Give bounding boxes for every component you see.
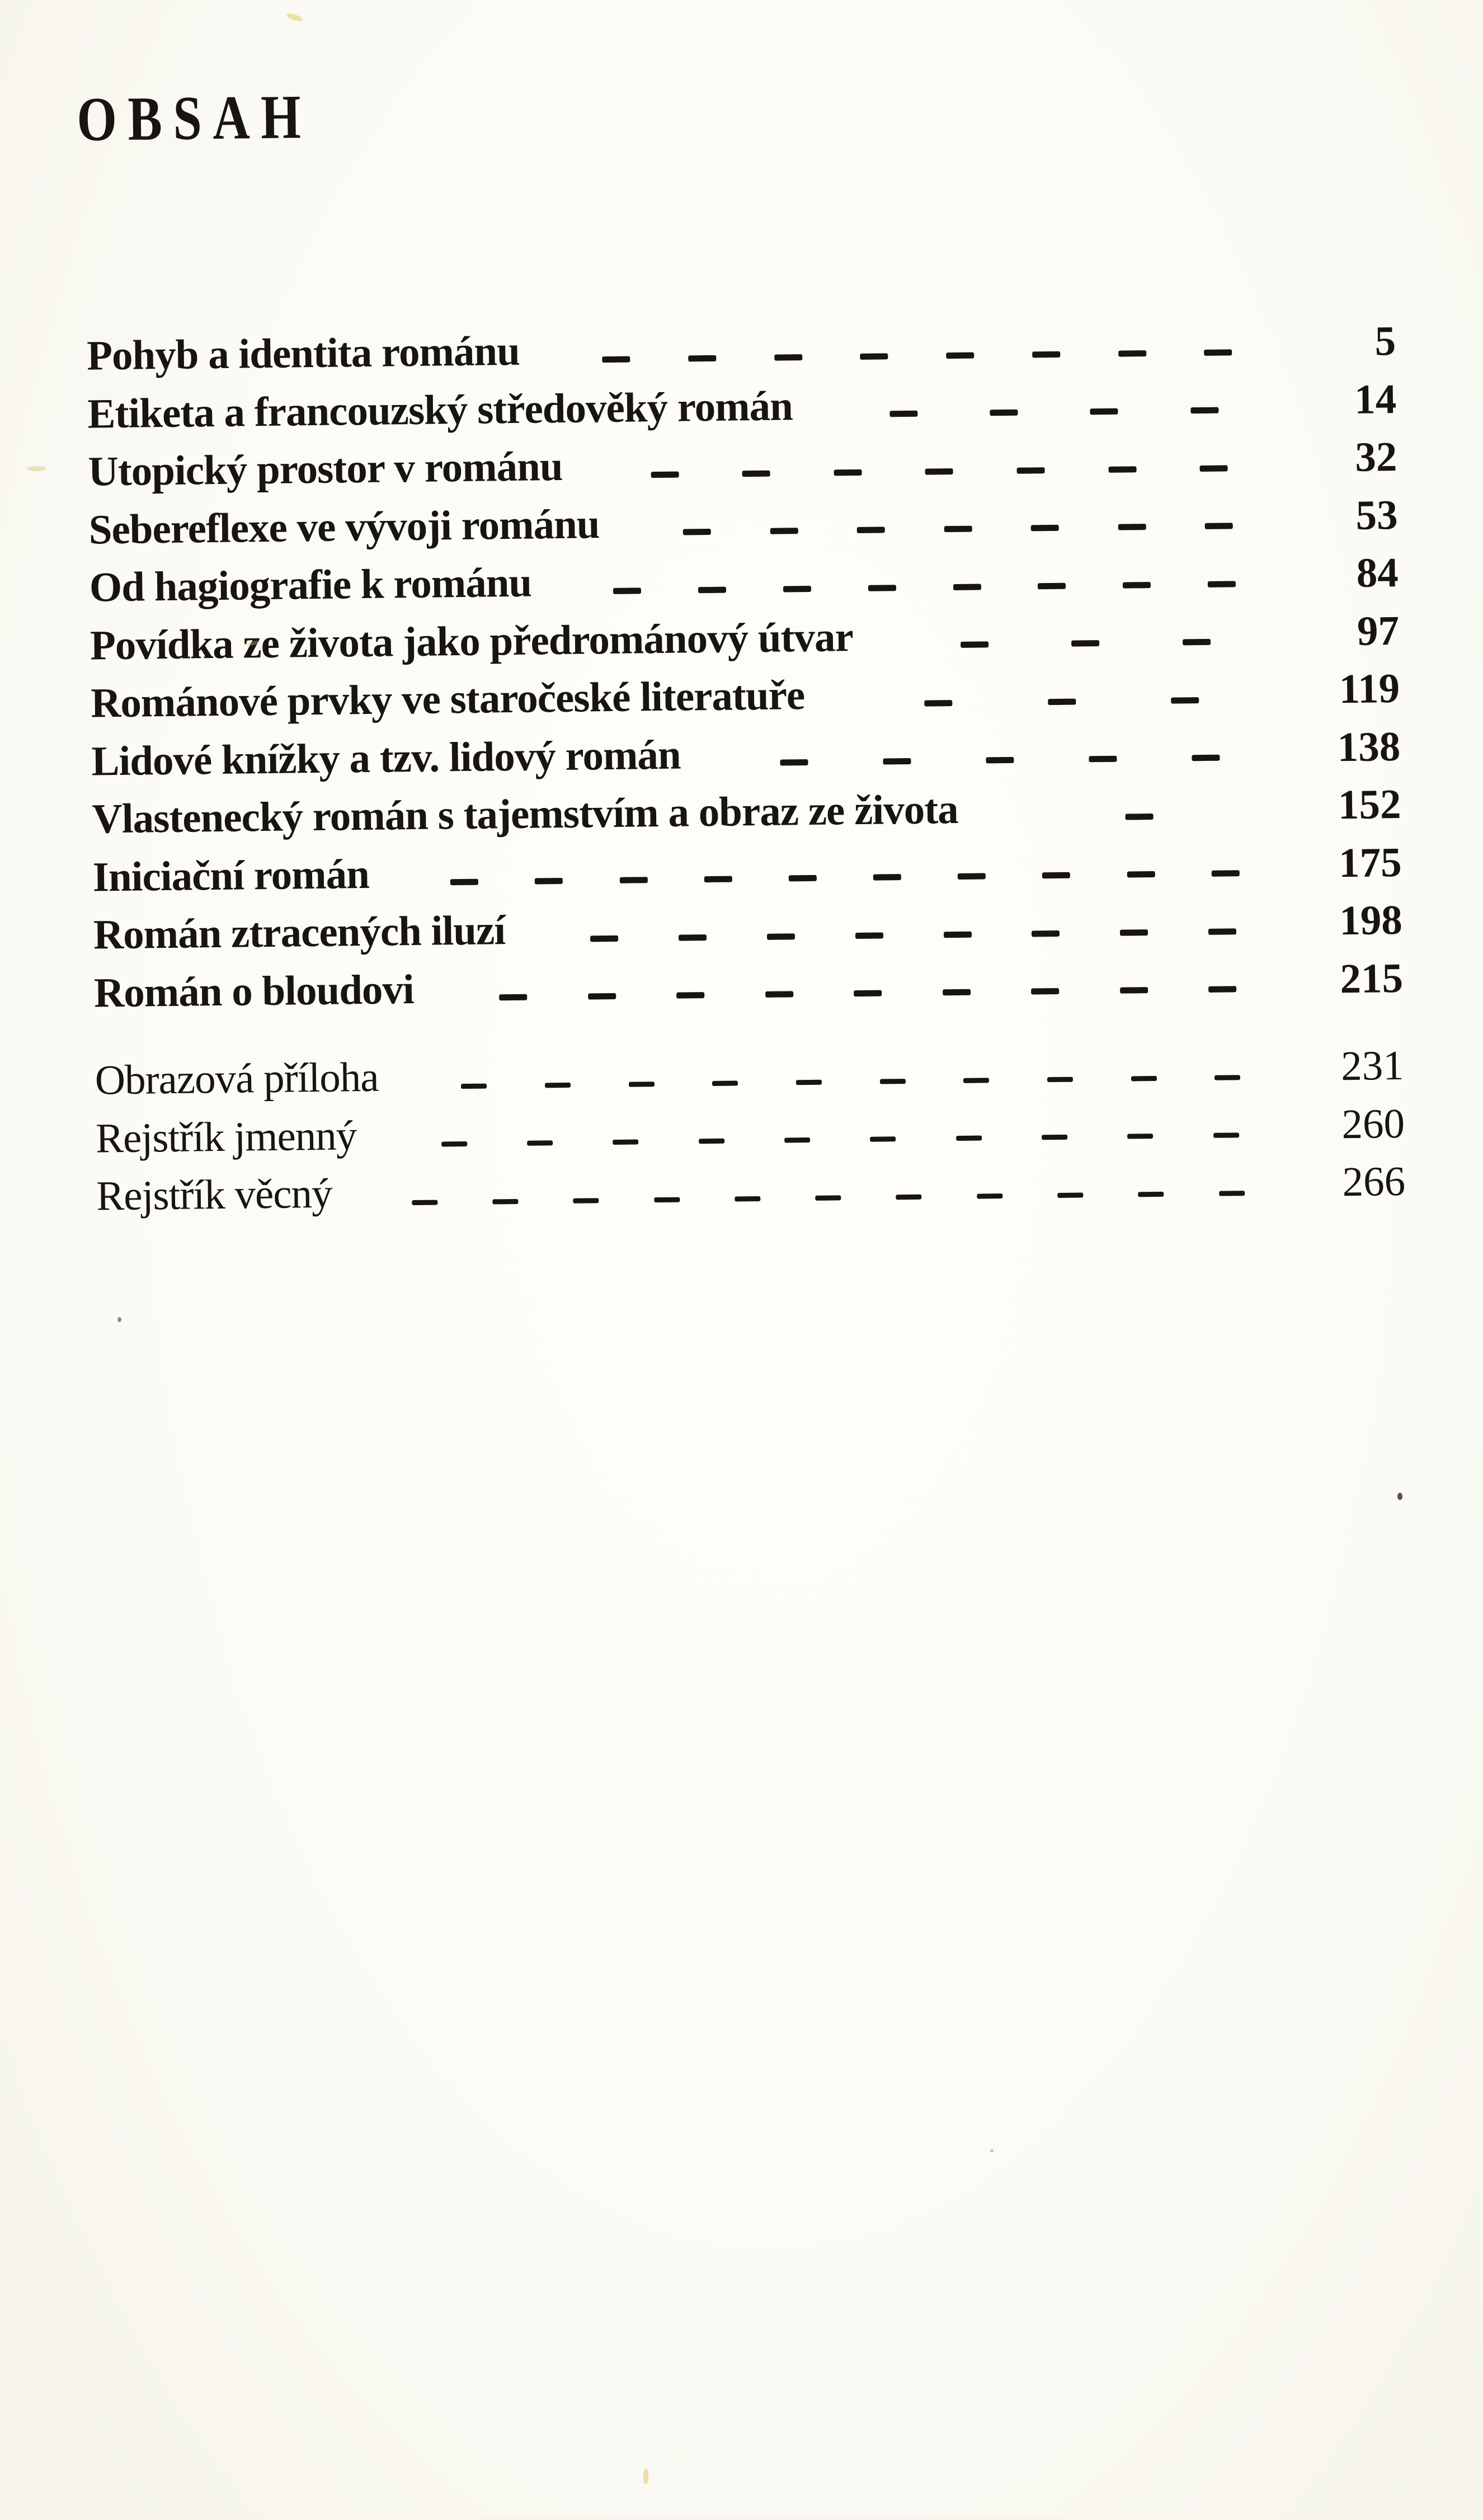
leader-dash: [977, 1193, 1002, 1199]
leader-dash: [742, 470, 770, 477]
toc-entry-page: 5: [1374, 318, 1396, 365]
leader-dash: [699, 1139, 724, 1144]
leader-dash: [855, 932, 883, 939]
toc-entry-label: Etiketa a francouzský středověký román: [87, 382, 793, 438]
leader-dash: [1213, 1132, 1239, 1138]
leader-dash: [1071, 640, 1099, 647]
dash-leader: [505, 892, 1316, 960]
toc-entry-page: 53: [1355, 491, 1399, 539]
leader-dash: [1090, 408, 1118, 415]
toc-entry-label: Sebereflexe ve vývoji románu: [88, 500, 600, 553]
leader-dash: [499, 994, 527, 1001]
dash-leader: [680, 718, 1314, 783]
leader-dash: [613, 587, 641, 594]
toc-entry-label: Od hagiografie k románu: [89, 559, 532, 611]
dash-leader: [356, 1096, 1319, 1164]
toc-entry-page: 266: [1342, 1158, 1406, 1206]
leader-dash: [1032, 988, 1060, 995]
leader-dash: [1190, 407, 1218, 414]
leader-dash: [784, 1137, 810, 1143]
toc-entry-page: 138: [1337, 723, 1401, 770]
leader-dash: [676, 992, 704, 999]
leader-dash: [943, 989, 971, 996]
leader-dash: [1032, 930, 1060, 937]
leader-dash: [883, 758, 911, 765]
leader-dash: [961, 641, 988, 648]
leader-dash: [1118, 524, 1146, 530]
leader-dash: [770, 528, 798, 534]
dash-leader: [378, 1038, 1317, 1107]
leader-dash: [1138, 1191, 1164, 1197]
leader-dash: [1205, 523, 1233, 529]
leader-dash: [613, 1139, 638, 1145]
leader-dash: [868, 585, 896, 591]
toc-entry-page: 84: [1356, 549, 1399, 596]
leader-dash: [796, 1079, 822, 1085]
leader-dash: [946, 352, 974, 359]
toc-entry-label: Románové prvky ve staročeské literatuře: [90, 672, 805, 727]
leader-dash: [1108, 466, 1136, 473]
leader-dash: [651, 471, 679, 478]
leader-dash: [943, 931, 971, 938]
dash-leader: [562, 429, 1311, 496]
leader-dash: [619, 877, 647, 883]
leader-dash: [956, 1136, 982, 1141]
toc-entry-label: Povídka ze života jako předrománový útvar: [90, 613, 854, 669]
leader-dash: [860, 353, 888, 360]
toc-entry-page: 198: [1339, 896, 1403, 944]
leader-dash: [1031, 525, 1059, 532]
leader-dash: [1032, 351, 1060, 358]
page-title: OBSAH: [76, 82, 313, 154]
leader-dash: [527, 1140, 553, 1146]
leader-dash: [854, 990, 882, 997]
leader-dash: [492, 1198, 518, 1204]
leader-dash: [1212, 870, 1240, 877]
leader-dash: [712, 1080, 738, 1086]
leader-dash: [896, 1194, 922, 1200]
toc-entry-label: Pohyb a identita románu: [86, 327, 520, 379]
dash-leader: [519, 313, 1309, 380]
leader-dash: [461, 1083, 487, 1089]
leader-dash: [1120, 987, 1148, 994]
toc-entry-page: 215: [1339, 955, 1404, 1002]
toc-entry-label: Román ztracených iluzí: [93, 907, 506, 958]
leader-dash: [629, 1082, 655, 1087]
leader-dash: [590, 935, 618, 942]
leader-dash: [1183, 639, 1211, 646]
leader-dash: [1048, 698, 1076, 705]
dash-leader: [413, 950, 1316, 1018]
leader-dash: [990, 410, 1018, 416]
leader-dash: [1209, 986, 1237, 993]
dash-leader: [531, 545, 1312, 612]
dash-leader: [369, 834, 1315, 903]
toc-entry-page: 152: [1338, 781, 1401, 829]
dash-leader: [599, 487, 1311, 553]
leader-dash: [412, 1200, 437, 1205]
leader-dash: [1208, 581, 1236, 587]
leader-dash: [1200, 465, 1228, 472]
toc-entry-label: Iniciační román: [92, 850, 370, 901]
leader-dash: [789, 875, 817, 882]
leader-dash: [963, 1078, 989, 1083]
leader-dash: [783, 585, 811, 592]
leader-dash: [1171, 697, 1199, 704]
leader-dash: [545, 1082, 571, 1088]
leader-dash: [986, 757, 1014, 764]
leader-dash: [1123, 582, 1151, 589]
leader-dash: [441, 1141, 467, 1147]
dash-leader: [958, 777, 1315, 839]
leader-dash: [780, 759, 808, 766]
leader-dash: [1017, 467, 1045, 474]
toc-appendix-list: [95, 1037, 1405, 1225]
leader-dash: [1120, 929, 1148, 936]
leader-dash: [588, 993, 616, 1000]
toc-entry-page: 14: [1354, 375, 1397, 423]
leader-dash: [688, 355, 716, 361]
leader-dash: [1219, 1191, 1245, 1196]
toc-entry-page: 231: [1340, 1042, 1405, 1090]
leader-dash: [1118, 350, 1146, 357]
leader-dash: [1057, 1192, 1083, 1198]
leader-dash: [834, 469, 861, 476]
toc-entry-page: 260: [1341, 1100, 1405, 1148]
leader-dash: [679, 934, 707, 941]
leader-dash: [944, 526, 972, 533]
leader-dash: [925, 700, 953, 707]
leader-dash: [535, 878, 563, 885]
leader-dash: [1204, 349, 1232, 356]
leader-dash: [1042, 1135, 1067, 1140]
leader-dash: [1047, 1076, 1073, 1082]
dash-leader: [804, 661, 1313, 725]
leader-dash: [573, 1198, 599, 1203]
leader-dash: [704, 876, 732, 883]
leader-dash: [767, 933, 795, 940]
leader-dash: [1038, 582, 1066, 589]
toc-entry-page: 97: [1357, 607, 1400, 655]
leader-dash: [1127, 871, 1155, 878]
toc-entry-page: 175: [1338, 839, 1402, 886]
dash-leader: [332, 1154, 1319, 1223]
leader-dash: [602, 356, 630, 363]
leader-dash: [774, 354, 802, 361]
leader-dash: [765, 991, 793, 998]
leader-dash: [925, 468, 953, 475]
leader-dash: [953, 584, 981, 590]
leader-dash: [1042, 872, 1070, 879]
leader-dash: [1125, 814, 1153, 820]
toc-entry-label: Román o bloudovi: [93, 966, 415, 1017]
leader-dash: [873, 874, 901, 881]
toc-entry-label: Rejstřík jmenný: [95, 1112, 357, 1162]
leader-dash: [735, 1196, 760, 1202]
toc-entry-page: 119: [1339, 665, 1400, 713]
leader-dash: [1208, 928, 1236, 935]
leader-dash: [1192, 755, 1220, 761]
leader-dash: [654, 1197, 680, 1202]
leader-dash: [1214, 1075, 1240, 1080]
toc-entry-page: 32: [1354, 434, 1397, 481]
toc-entry-label: Utopický prostor v románu: [88, 443, 563, 495]
leader-dash: [889, 411, 917, 417]
leader-dash: [1131, 1075, 1157, 1081]
leader-dash: [815, 1195, 841, 1201]
leader-dash: [1127, 1134, 1153, 1139]
leader-dash: [450, 879, 478, 886]
toc-entry-label: Vlastenecký román s tajemstvím a obraz ze života: [92, 786, 959, 843]
leader-dash: [683, 529, 711, 535]
toc-entry-label: Obrazová příloha: [95, 1054, 379, 1104]
leader-dash: [857, 526, 885, 533]
toc-list: [87, 312, 1404, 1022]
dash-leader: [792, 371, 1310, 435]
leader-dash: [880, 1079, 906, 1084]
leader-dash: [958, 873, 986, 880]
leader-dash: [1089, 756, 1117, 763]
leader-dash: [698, 586, 726, 593]
leader-dash: [870, 1136, 896, 1142]
toc-entry-label: Rejstřík věcný: [96, 1170, 333, 1220]
dash-leader: [853, 603, 1312, 666]
toc-entry-label: Lidové knížky a tzv. lidový román: [91, 731, 681, 785]
